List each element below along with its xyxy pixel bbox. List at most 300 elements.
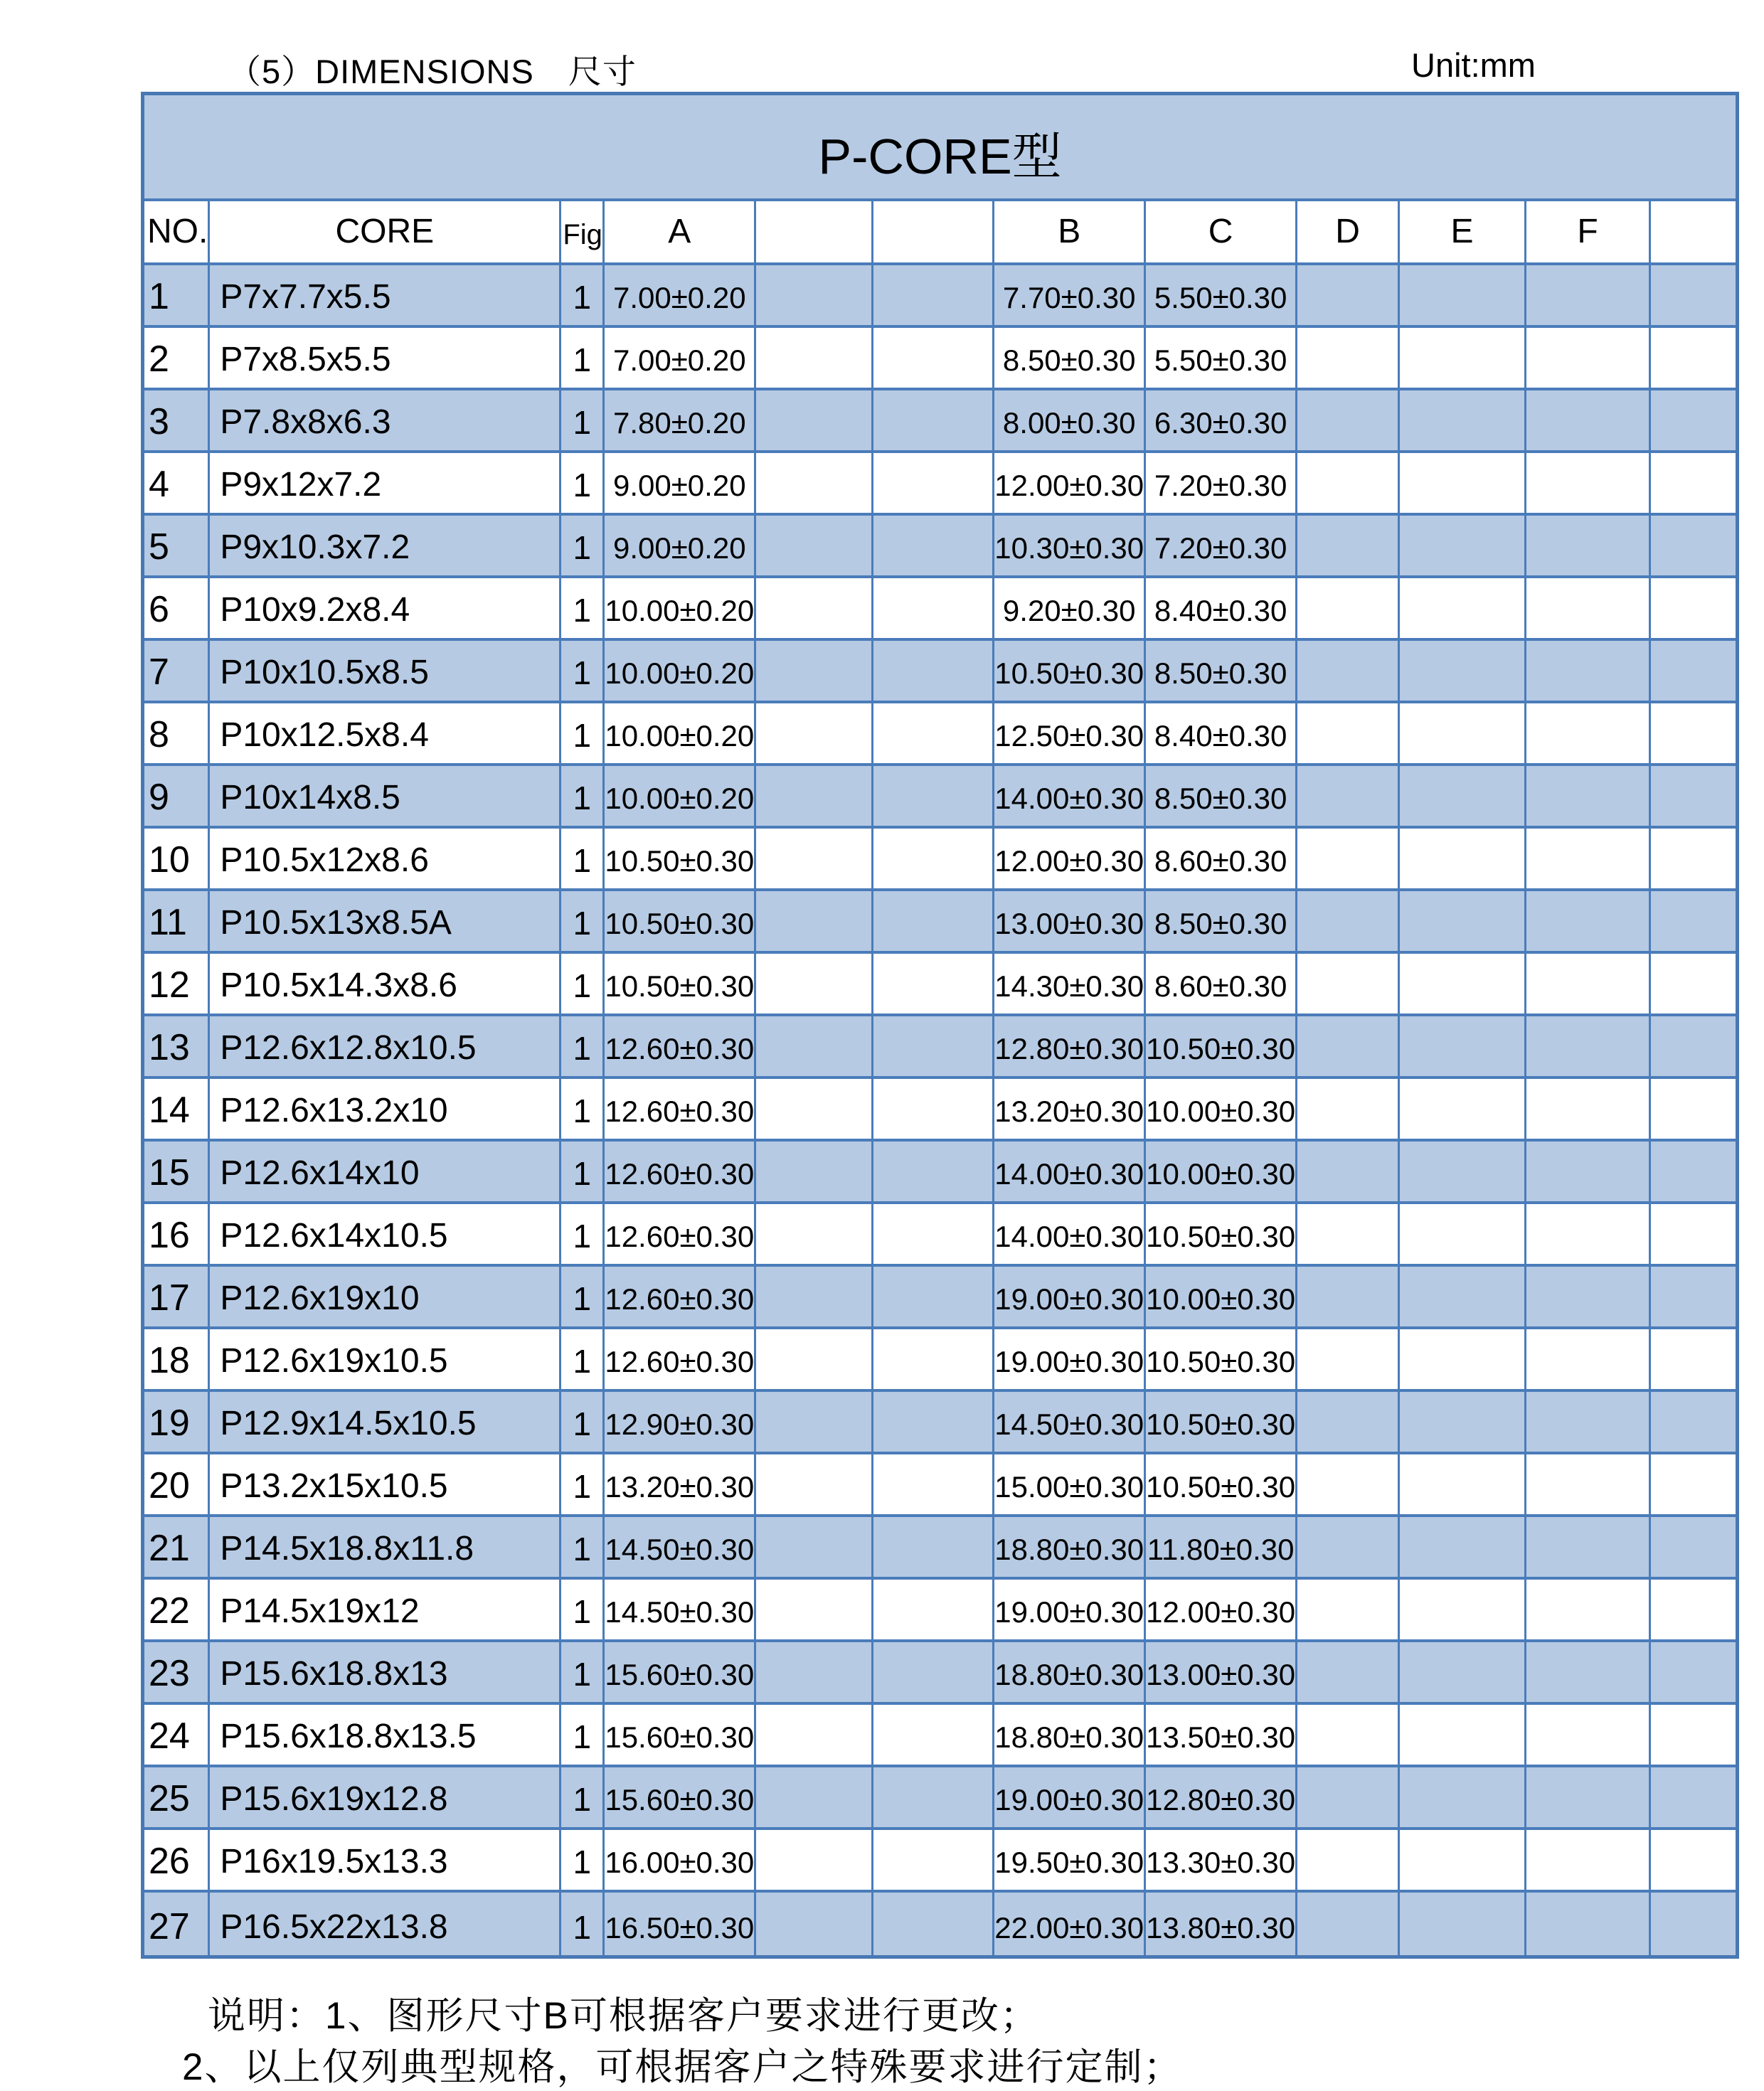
blank-cell xyxy=(756,1705,873,1767)
b-cell: 18.80±0.30 xyxy=(994,1642,1146,1705)
b-cell: 12.00±0.30 xyxy=(994,829,1146,891)
core-cell: P10.5x12x8.6 xyxy=(210,829,561,891)
header-c: C xyxy=(1146,201,1297,265)
c-cell: 8.50±0.30 xyxy=(1146,641,1297,703)
blank-cell xyxy=(756,1392,873,1454)
d-cell xyxy=(1297,1079,1400,1142)
blank-cell xyxy=(873,265,994,328)
blank-cell xyxy=(1651,1142,1736,1204)
no-cell: 11 xyxy=(144,891,210,954)
b-cell: 19.00±0.30 xyxy=(994,1329,1146,1392)
b-cell: 18.80±0.30 xyxy=(994,1517,1146,1580)
header-d: D xyxy=(1297,201,1400,265)
blank-cell xyxy=(1651,1329,1736,1392)
b-cell: 14.00±0.30 xyxy=(994,1204,1146,1267)
c-cell: 13.00±0.30 xyxy=(1146,1642,1297,1705)
blank-cell xyxy=(756,1580,873,1642)
f-cell xyxy=(1526,1830,1651,1893)
no-cell: 20 xyxy=(144,1454,210,1517)
blank-cell xyxy=(1651,1893,1736,1955)
f-cell xyxy=(1526,766,1651,829)
c-cell: 10.50±0.30 xyxy=(1146,1016,1297,1079)
e-cell xyxy=(1400,703,1526,766)
a-cell: 13.20±0.30 xyxy=(605,1454,756,1517)
d-cell xyxy=(1297,1329,1400,1392)
blank-cell xyxy=(873,1079,994,1142)
a-cell: 12.90±0.30 xyxy=(605,1392,756,1454)
blank-cell xyxy=(756,1079,873,1142)
d-cell xyxy=(1297,516,1400,578)
blank-cell xyxy=(1651,954,1736,1016)
fig-cell: 1 xyxy=(561,829,605,891)
fig-cell: 1 xyxy=(561,891,605,954)
c-cell: 10.50±0.30 xyxy=(1146,1204,1297,1267)
blank-cell xyxy=(756,641,873,703)
e-cell xyxy=(1400,1642,1526,1705)
f-cell xyxy=(1526,1204,1651,1267)
blank-cell xyxy=(1651,1517,1736,1580)
blank-cell xyxy=(1651,1580,1736,1642)
blank-cell xyxy=(1651,829,1736,891)
blank-cell xyxy=(873,954,994,1016)
blank-cell xyxy=(873,328,994,390)
fig-cell: 1 xyxy=(561,954,605,1016)
core-cell: P14.5x18.8x11.8 xyxy=(210,1517,561,1580)
blank-cell xyxy=(756,328,873,390)
blank-cell xyxy=(1651,1830,1736,1893)
b-cell: 7.70±0.30 xyxy=(994,265,1146,328)
no-cell: 25 xyxy=(144,1767,210,1830)
a-cell: 10.00±0.20 xyxy=(605,578,756,641)
a-cell: 10.00±0.20 xyxy=(605,703,756,766)
no-cell: 23 xyxy=(144,1642,210,1705)
blank-cell xyxy=(873,1767,994,1830)
c-cell: 12.80±0.30 xyxy=(1146,1767,1297,1830)
fig-cell: 1 xyxy=(561,1454,605,1517)
table-row xyxy=(144,703,1736,766)
core-cell: P7x7.7x5.5 xyxy=(210,265,561,328)
d-cell xyxy=(1297,766,1400,829)
f-cell xyxy=(1526,1142,1651,1204)
no-cell: 3 xyxy=(144,390,210,453)
core-cell: P9x10.3x7.2 xyxy=(210,516,561,578)
d-cell xyxy=(1297,328,1400,390)
blank-cell xyxy=(1651,1705,1736,1767)
e-cell xyxy=(1400,1016,1526,1079)
table-row xyxy=(144,328,1736,390)
core-cell: P12.9x14.5x10.5 xyxy=(210,1392,561,1454)
c-cell: 13.80±0.30 xyxy=(1146,1893,1297,1955)
blank-cell xyxy=(756,390,873,453)
fig-cell: 1 xyxy=(561,1267,605,1329)
core-cell: P14.5x19x12 xyxy=(210,1580,561,1642)
b-cell: 14.00±0.30 xyxy=(994,766,1146,829)
table-row xyxy=(144,954,1736,1016)
core-cell: P12.6x12.8x10.5 xyxy=(210,1016,561,1079)
blank-cell xyxy=(1651,1392,1736,1454)
a-cell: 10.00±0.20 xyxy=(605,641,756,703)
fig-cell: 1 xyxy=(561,265,605,328)
table-row xyxy=(144,390,1736,453)
b-cell: 9.20±0.30 xyxy=(994,578,1146,641)
f-cell xyxy=(1526,1767,1651,1830)
blank-cell xyxy=(1651,891,1736,954)
blank-cell xyxy=(873,1642,994,1705)
e-cell xyxy=(1400,1517,1526,1580)
blank-cell xyxy=(1651,641,1736,703)
blank-cell xyxy=(873,1204,994,1267)
a-cell: 7.00±0.20 xyxy=(605,265,756,328)
no-cell: 15 xyxy=(144,1142,210,1204)
fig-cell: 1 xyxy=(561,1767,605,1830)
f-cell xyxy=(1526,1267,1651,1329)
no-cell: 10 xyxy=(144,829,210,891)
no-cell: 19 xyxy=(144,1392,210,1454)
f-cell xyxy=(1526,703,1651,766)
header-blank xyxy=(873,201,994,265)
fig-cell: 1 xyxy=(561,328,605,390)
core-cell: P9x12x7.2 xyxy=(210,453,561,516)
e-cell xyxy=(1400,1454,1526,1517)
blank-cell xyxy=(873,1830,994,1893)
blank-cell xyxy=(873,891,994,954)
c-cell: 8.50±0.30 xyxy=(1146,891,1297,954)
header-fig: Fig xyxy=(561,201,605,265)
blank-cell xyxy=(873,1580,994,1642)
d-cell xyxy=(1297,1705,1400,1767)
a-cell: 12.60±0.30 xyxy=(605,1079,756,1142)
table-row xyxy=(144,891,1736,954)
table-row xyxy=(144,766,1736,829)
c-cell: 6.30±0.30 xyxy=(1146,390,1297,453)
blank-cell xyxy=(1651,1204,1736,1267)
a-cell: 14.50±0.30 xyxy=(605,1580,756,1642)
f-cell xyxy=(1526,1079,1651,1142)
c-cell: 10.00±0.30 xyxy=(1146,1079,1297,1142)
f-cell xyxy=(1526,1329,1651,1392)
c-cell: 13.50±0.30 xyxy=(1146,1705,1297,1767)
no-cell: 12 xyxy=(144,954,210,1016)
d-cell xyxy=(1297,829,1400,891)
core-cell: P12.6x14x10.5 xyxy=(210,1204,561,1267)
blank-cell xyxy=(756,1893,873,1955)
blank-cell xyxy=(873,1392,994,1454)
b-cell: 14.00±0.30 xyxy=(994,1142,1146,1204)
table-row xyxy=(144,578,1736,641)
no-cell: 17 xyxy=(144,1267,210,1329)
a-cell: 12.60±0.30 xyxy=(605,1329,756,1392)
e-cell xyxy=(1400,1267,1526,1329)
table-row xyxy=(144,265,1736,328)
b-cell: 15.00±0.30 xyxy=(994,1454,1146,1517)
c-cell: 10.50±0.30 xyxy=(1146,1329,1297,1392)
blank-cell xyxy=(1651,1267,1736,1329)
table-row xyxy=(144,1329,1736,1392)
blank-cell xyxy=(1651,1016,1736,1079)
blank-cell xyxy=(756,829,873,891)
b-cell: 19.50±0.30 xyxy=(994,1830,1146,1893)
d-cell xyxy=(1297,1454,1400,1517)
c-cell: 11.80±0.30 xyxy=(1146,1517,1297,1580)
table-row xyxy=(144,516,1736,578)
e-cell xyxy=(1400,1705,1526,1767)
blank-cell xyxy=(756,1642,873,1705)
b-cell: 13.00±0.30 xyxy=(994,891,1146,954)
c-cell: 5.50±0.30 xyxy=(1146,328,1297,390)
no-cell: 22 xyxy=(144,1580,210,1642)
c-cell: 10.00±0.30 xyxy=(1146,1142,1297,1204)
blank-cell xyxy=(756,766,873,829)
c-cell: 10.00±0.30 xyxy=(1146,1267,1297,1329)
header-a: A xyxy=(605,201,756,265)
blank-cell xyxy=(873,1705,994,1767)
table-row xyxy=(144,1767,1736,1830)
c-cell: 8.40±0.30 xyxy=(1146,578,1297,641)
fig-cell: 1 xyxy=(561,1830,605,1893)
fig-cell: 1 xyxy=(561,1517,605,1580)
no-cell: 8 xyxy=(144,703,210,766)
a-cell: 12.60±0.30 xyxy=(605,1267,756,1329)
no-cell: 13 xyxy=(144,1016,210,1079)
blank-cell xyxy=(873,641,994,703)
no-cell: 16 xyxy=(144,1204,210,1267)
core-cell: P16x19.5x13.3 xyxy=(210,1830,561,1893)
a-cell: 9.00±0.20 xyxy=(605,516,756,578)
core-cell: P12.6x19x10.5 xyxy=(210,1329,561,1392)
d-cell xyxy=(1297,1893,1400,1955)
d-cell xyxy=(1297,1830,1400,1893)
core-cell: P12.6x19x10 xyxy=(210,1267,561,1329)
a-cell: 16.00±0.30 xyxy=(605,1830,756,1893)
header-blank xyxy=(1651,201,1736,265)
blank-cell xyxy=(873,703,994,766)
e-cell xyxy=(1400,516,1526,578)
table-row xyxy=(144,1705,1736,1767)
page-heading: （5）DIMENSIONS 尺寸 xyxy=(228,53,637,90)
d-cell xyxy=(1297,1767,1400,1830)
blank-cell xyxy=(1651,1767,1736,1830)
core-cell: P10.5x13x8.5A xyxy=(210,891,561,954)
f-cell xyxy=(1526,829,1651,891)
no-cell: 1 xyxy=(144,265,210,328)
d-cell xyxy=(1297,390,1400,453)
fig-cell: 1 xyxy=(561,1016,605,1079)
a-cell: 12.60±0.30 xyxy=(605,1204,756,1267)
b-cell: 22.00±0.30 xyxy=(994,1893,1146,1955)
a-cell: 10.50±0.30 xyxy=(605,954,756,1016)
blank-cell xyxy=(1651,390,1736,453)
core-cell: P15.6x18.8x13.5 xyxy=(210,1705,561,1767)
header-b: B xyxy=(994,201,1146,265)
no-cell: 5 xyxy=(144,516,210,578)
table-row xyxy=(144,1142,1736,1204)
c-cell: 13.30±0.30 xyxy=(1146,1830,1297,1893)
b-cell: 13.20±0.30 xyxy=(994,1079,1146,1142)
core-cell: P12.6x14x10 xyxy=(210,1142,561,1204)
fig-cell: 1 xyxy=(561,1079,605,1142)
blank-cell xyxy=(756,1454,873,1517)
table-row xyxy=(144,1830,1736,1893)
blank-cell xyxy=(873,1016,994,1079)
c-cell: 12.00±0.30 xyxy=(1146,1580,1297,1642)
table-row xyxy=(144,1267,1736,1329)
header-e: E xyxy=(1400,201,1526,265)
a-cell: 14.50±0.30 xyxy=(605,1517,756,1580)
b-cell: 19.00±0.30 xyxy=(994,1767,1146,1830)
fig-cell: 1 xyxy=(561,390,605,453)
e-cell xyxy=(1400,1079,1526,1142)
d-cell xyxy=(1297,1392,1400,1454)
fig-cell: 1 xyxy=(561,703,605,766)
fig-cell: 1 xyxy=(561,578,605,641)
core-cell: P15.6x18.8x13 xyxy=(210,1642,561,1705)
a-cell: 7.00±0.20 xyxy=(605,328,756,390)
no-cell: 14 xyxy=(144,1079,210,1142)
a-cell: 16.50±0.30 xyxy=(605,1893,756,1955)
c-cell: 10.50±0.30 xyxy=(1146,1392,1297,1454)
a-cell: 12.60±0.30 xyxy=(605,1016,756,1079)
d-cell xyxy=(1297,1580,1400,1642)
f-cell xyxy=(1526,1016,1651,1079)
b-cell: 10.30±0.30 xyxy=(994,516,1146,578)
b-cell: 12.50±0.30 xyxy=(994,703,1146,766)
table-row xyxy=(144,1642,1736,1705)
f-cell xyxy=(1526,1392,1651,1454)
table-row xyxy=(144,1893,1736,1955)
no-cell: 4 xyxy=(144,453,210,516)
d-cell xyxy=(1297,1267,1400,1329)
c-cell: 7.20±0.30 xyxy=(1146,516,1297,578)
a-cell: 15.60±0.30 xyxy=(605,1705,756,1767)
f-cell xyxy=(1526,891,1651,954)
b-cell: 14.30±0.30 xyxy=(994,954,1146,1016)
blank-cell xyxy=(1651,1454,1736,1517)
no-cell: 27 xyxy=(144,1893,210,1955)
blank-cell xyxy=(756,1016,873,1079)
c-cell: 5.50±0.30 xyxy=(1146,265,1297,328)
blank-cell xyxy=(873,1267,994,1329)
a-cell: 10.50±0.30 xyxy=(605,829,756,891)
f-cell xyxy=(1526,516,1651,578)
b-cell: 12.80±0.30 xyxy=(994,1016,1146,1079)
d-cell xyxy=(1297,265,1400,328)
f-cell xyxy=(1526,265,1651,328)
blank-cell xyxy=(1651,265,1736,328)
core-cell: P10.5x14.3x8.6 xyxy=(210,954,561,1016)
table-row xyxy=(144,453,1736,516)
b-cell: 10.50±0.30 xyxy=(994,641,1146,703)
a-cell: 9.00±0.20 xyxy=(605,453,756,516)
a-cell: 10.00±0.20 xyxy=(605,766,756,829)
core-cell: P10x14x8.5 xyxy=(210,766,561,829)
table-header-row xyxy=(144,201,1736,265)
blank-cell xyxy=(756,1329,873,1392)
blank-cell xyxy=(873,453,994,516)
d-cell xyxy=(1297,578,1400,641)
blank-cell xyxy=(873,1517,994,1580)
e-cell xyxy=(1400,1142,1526,1204)
blank-cell xyxy=(756,1142,873,1204)
core-cell: P7x8.5x5.5 xyxy=(210,328,561,390)
a-cell: 15.60±0.30 xyxy=(605,1642,756,1705)
unit-label: Unit:mm xyxy=(1411,46,1536,84)
blank-cell xyxy=(756,891,873,954)
table-row xyxy=(144,829,1736,891)
c-cell: 7.20±0.30 xyxy=(1146,453,1297,516)
blank-cell xyxy=(756,1830,873,1893)
table-row xyxy=(144,1079,1736,1142)
no-cell: 24 xyxy=(144,1705,210,1767)
f-cell xyxy=(1526,1705,1651,1767)
d-cell xyxy=(1297,891,1400,954)
blank-cell xyxy=(1651,1642,1736,1705)
b-cell: 8.50±0.30 xyxy=(994,328,1146,390)
d-cell xyxy=(1297,954,1400,1016)
f-cell xyxy=(1526,390,1651,453)
no-cell: 18 xyxy=(144,1329,210,1392)
f-cell xyxy=(1526,1454,1651,1517)
blank-cell xyxy=(873,516,994,578)
f-cell xyxy=(1526,954,1651,1016)
fig-cell: 1 xyxy=(561,1392,605,1454)
fig-cell: 1 xyxy=(561,1580,605,1642)
b-cell: 18.80±0.30 xyxy=(994,1705,1146,1767)
table-title: P-CORE型 xyxy=(144,95,1736,201)
d-cell xyxy=(1297,703,1400,766)
blank-cell xyxy=(756,1267,873,1329)
c-cell: 10.50±0.30 xyxy=(1146,1454,1297,1517)
e-cell xyxy=(1400,1204,1526,1267)
e-cell xyxy=(1400,1329,1526,1392)
blank-cell xyxy=(1651,328,1736,390)
e-cell xyxy=(1400,829,1526,891)
e-cell xyxy=(1400,390,1526,453)
no-cell: 6 xyxy=(144,578,210,641)
a-cell: 7.80±0.20 xyxy=(605,390,756,453)
d-cell xyxy=(1297,1142,1400,1204)
e-cell xyxy=(1400,891,1526,954)
e-cell xyxy=(1400,1767,1526,1830)
f-cell xyxy=(1526,1580,1651,1642)
d-cell xyxy=(1297,1204,1400,1267)
blank-cell xyxy=(873,578,994,641)
b-cell: 19.00±0.30 xyxy=(994,1267,1146,1329)
e-cell xyxy=(1400,766,1526,829)
f-cell xyxy=(1526,1642,1651,1705)
blank-cell xyxy=(873,766,994,829)
header-core: CORE xyxy=(210,201,561,265)
blank-cell xyxy=(756,516,873,578)
table-row xyxy=(144,1580,1736,1642)
table-title-row xyxy=(144,95,1736,201)
b-cell: 12.00±0.30 xyxy=(994,453,1146,516)
blank-cell xyxy=(873,1329,994,1392)
d-cell xyxy=(1297,453,1400,516)
blank-cell xyxy=(1651,703,1736,766)
p-core-dimensions-table xyxy=(141,92,1739,1959)
d-cell xyxy=(1297,1642,1400,1705)
b-cell: 8.00±0.30 xyxy=(994,390,1146,453)
header-f: F xyxy=(1526,201,1651,265)
f-cell xyxy=(1526,641,1651,703)
fig-cell: 1 xyxy=(561,1142,605,1204)
fig-cell: 1 xyxy=(561,1705,605,1767)
core-cell: P16.5x22x13.8 xyxy=(210,1893,561,1955)
c-cell: 8.40±0.30 xyxy=(1146,703,1297,766)
blank-cell xyxy=(1651,453,1736,516)
f-cell xyxy=(1526,1893,1651,1955)
f-cell xyxy=(1526,453,1651,516)
